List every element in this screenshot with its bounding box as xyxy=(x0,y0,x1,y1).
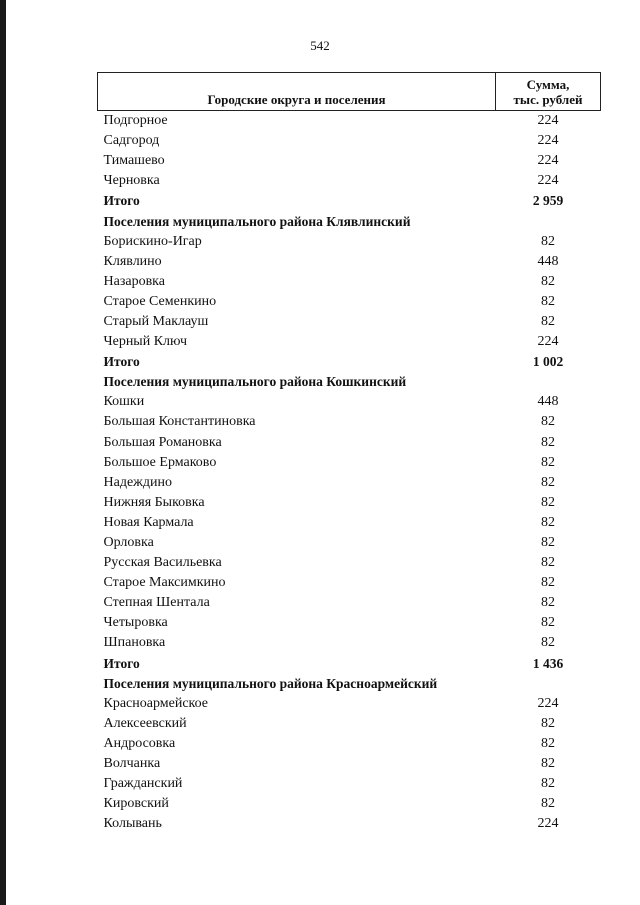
table-row xyxy=(98,412,601,432)
amount-value: 82 xyxy=(541,555,555,571)
amount-value: 82 xyxy=(541,514,555,530)
table-row xyxy=(98,553,601,573)
settlement-name: Волчанка xyxy=(103,756,161,772)
settlement-name: Итого xyxy=(103,655,140,671)
table-row xyxy=(98,694,601,714)
amount-value: 82 xyxy=(541,494,555,510)
table-row xyxy=(98,171,601,191)
settlement-name: Черновка xyxy=(103,173,160,189)
settlement-name: Большое Ермаково xyxy=(103,454,217,470)
settlement-name: Надеждино xyxy=(103,474,172,490)
table-row xyxy=(98,734,601,754)
amount-value: 82 xyxy=(541,233,555,249)
table-row xyxy=(98,252,601,272)
amount-value: 82 xyxy=(541,615,555,631)
amount-value: 2 959 xyxy=(532,193,564,209)
amount-value: 82 xyxy=(541,474,555,490)
amount-value: 82 xyxy=(541,796,555,812)
amount-value: 224 xyxy=(537,113,559,129)
settlement-name: Русская Васильевка xyxy=(103,555,222,571)
section-heading-row xyxy=(98,372,601,392)
settlement-name: Садгород xyxy=(103,133,160,149)
amount-value: 224 xyxy=(537,173,559,189)
settlement-name: Старое Максимкино xyxy=(103,575,226,591)
table-row xyxy=(98,814,601,834)
table-row xyxy=(98,714,601,734)
settlement-name: Кировский xyxy=(103,796,169,812)
amount-value: 1 436 xyxy=(532,655,564,671)
table-row xyxy=(98,453,601,473)
amount-value: 448 xyxy=(537,253,559,269)
table-row xyxy=(98,633,601,653)
scan-left-edge xyxy=(0,0,6,905)
settlement-name: Большая Романовка xyxy=(103,434,222,450)
table-row xyxy=(98,613,601,633)
header-sum-column xyxy=(496,73,601,111)
table-row xyxy=(98,232,601,252)
table-row xyxy=(98,312,601,332)
header-row xyxy=(98,73,601,111)
amount-value: 224 xyxy=(537,695,559,711)
table-row xyxy=(98,754,601,774)
section-heading-row xyxy=(98,211,601,231)
page-number: 542 xyxy=(310,38,330,53)
settlement-name: Борискино-Игар xyxy=(103,233,202,249)
section-title: Поселения муниципального района Клявлинский xyxy=(103,213,411,229)
table-row xyxy=(98,593,601,613)
table-row xyxy=(98,573,601,593)
settlement-name: Назаровка xyxy=(103,273,165,289)
settlement-name: Итого xyxy=(103,354,140,370)
settlement-name: Гражданский xyxy=(103,776,183,792)
amount-value: 82 xyxy=(541,735,555,751)
header-sum-line1: Сумма, xyxy=(526,76,570,92)
header-name-column: Городские округа и поселения xyxy=(98,73,496,111)
section-heading-row xyxy=(98,674,601,694)
amount-value: 82 xyxy=(541,434,555,450)
settlement-name: Шпановка xyxy=(103,635,166,651)
table-row xyxy=(98,533,601,553)
total-row xyxy=(98,654,601,674)
amount-value xyxy=(496,372,601,392)
table-header xyxy=(98,73,601,111)
table-row xyxy=(98,794,601,814)
table-row xyxy=(98,473,601,493)
table-row xyxy=(98,131,601,151)
amount-value: 82 xyxy=(541,293,555,309)
settlement-name: Клявлино xyxy=(103,253,162,269)
settlement-name: Степная Шентала xyxy=(103,595,210,611)
settlement-name: Черный Ключ xyxy=(103,334,187,350)
table-row xyxy=(98,151,601,171)
amount-value: 1 002 xyxy=(532,354,564,370)
amount-value: 82 xyxy=(541,454,555,470)
amount-value xyxy=(496,211,601,231)
amount-value: 448 xyxy=(537,394,559,410)
amount-value: 82 xyxy=(541,273,555,289)
table-row xyxy=(98,774,601,794)
settlement-name: Новая Кармала xyxy=(103,514,194,530)
settlement-name: Кошки xyxy=(103,394,145,410)
settlement-name: Тимашево xyxy=(103,153,165,169)
settlement-name: Итого xyxy=(103,193,140,209)
settlement-name: Подгорное xyxy=(103,113,168,129)
settlement-name: Колывань xyxy=(103,816,162,832)
amount-value: 224 xyxy=(537,816,559,832)
amount-value: 82 xyxy=(541,635,555,651)
settlement-name: Старый Маклауш xyxy=(103,313,209,329)
section-title: Поселения муниципального района Красноармейский xyxy=(103,675,438,691)
settlement-name: Красноармейское xyxy=(103,695,209,711)
amount-value: 82 xyxy=(541,595,555,611)
amount-value: 82 xyxy=(541,414,555,430)
amount-value: 224 xyxy=(537,334,559,350)
settlement-name: Андросовка xyxy=(103,735,176,751)
settlement-name: Орловка xyxy=(103,535,154,551)
section-title: Поселения муниципального района Кошкинский xyxy=(103,374,407,390)
table-body xyxy=(98,111,601,835)
amount-value xyxy=(496,674,601,694)
header-sum-line2: тыс. рублей xyxy=(513,91,583,107)
amount-value: 82 xyxy=(541,715,555,731)
settlement-name: Старое Семенкино xyxy=(103,293,217,309)
settlement-name: Большая Константиновка xyxy=(103,414,256,430)
table-row xyxy=(98,392,601,412)
table-row xyxy=(98,272,601,292)
table-row xyxy=(98,332,601,352)
settlement-name: Четыровка xyxy=(103,615,168,631)
allocation-table xyxy=(97,72,601,834)
table-row xyxy=(98,513,601,533)
amount-value: 224 xyxy=(537,133,559,149)
table-row xyxy=(98,493,601,513)
amount-value: 82 xyxy=(541,535,555,551)
amount-value: 82 xyxy=(541,756,555,772)
total-row xyxy=(98,191,601,211)
amount-value: 82 xyxy=(541,776,555,792)
total-row xyxy=(98,352,601,372)
table-row xyxy=(98,433,601,453)
amount-value: 224 xyxy=(537,153,559,169)
settlement-name: Нижняя Быковка xyxy=(103,494,205,510)
table-row xyxy=(98,292,601,312)
amount-value: 82 xyxy=(541,575,555,591)
amount-value: 82 xyxy=(541,313,555,329)
table-row xyxy=(98,111,601,132)
settlement-name: Алексеевский xyxy=(103,715,187,731)
